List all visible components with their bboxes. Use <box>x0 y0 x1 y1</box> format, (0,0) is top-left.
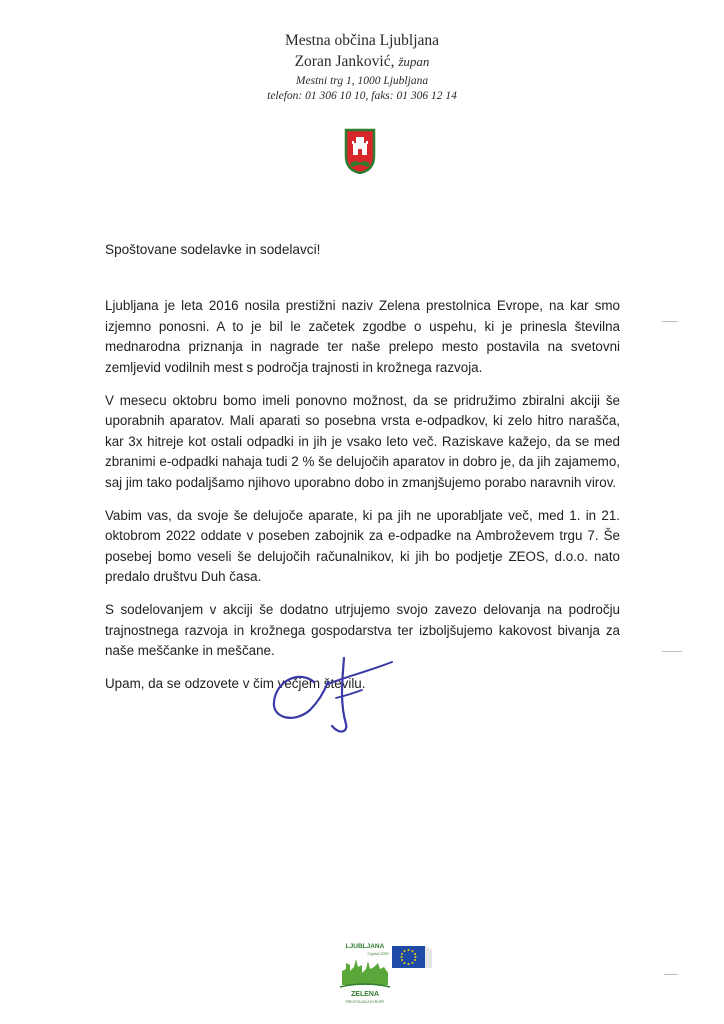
logo-text-zelena: ZELENA <box>351 991 379 998</box>
green-capital-logo <box>338 941 392 1007</box>
ljubljana-coat-of-arms-icon <box>344 128 376 174</box>
paragraph: Vabim vas, da svoje še delujoče aparate, ki pa jih ne uporabljate več, med 1. in 21. oktobrom 2022 oddate v poseben zabojnik za e-odpadke na Ambroževem trgu 7. Še posebej bomo veseli še delujočih računalnikov, ki jih bo podjetje ZEOS, d.o.o. nato predalo društvu Duh časa. <box>105 507 620 584</box>
scan-mark <box>662 321 678 322</box>
paragraph: S sodelovanjem v akciji še dodatno utrjujemo svojo zavezo delovanja na področju trajnostnega razvoja in krožnega gospodarstva ter izboljšujemo kakovost bivanja za naše meščanke in meščane. <box>105 602 620 658</box>
paragraph: Ljubljana je leta 2016 nosila prestižni naziv Zelena prestolnica Evrope, na kar smo izjemno ponosni. A to je bil le začetek zgodbe o uspehu, ki je prinesla številna mednarodna priznanja in nagrade ter naše prelepo mesto postavila na svetovni zemljevid vodilnih mest s področja trajnosti in krožnega razvoja. <box>105 298 620 375</box>
handwritten-signature <box>270 652 400 736</box>
phone-fax: telefon: 01 306 10 10, faks: 01 306 12 14 <box>267 90 457 102</box>
salutation: Spoštovane sodelavke in sodelavci! <box>105 242 321 257</box>
letterhead <box>0 30 724 104</box>
mayor-line <box>0 51 724 72</box>
logo-text-subtitle: PRESTOLNICA EVROPE <box>345 1000 385 1004</box>
organization-name: Mestna občina Ljubljana <box>284 32 440 49</box>
paragraph: Upam, da se odzovete v čim večjem številu. <box>105 676 366 691</box>
scan-mark <box>662 651 682 652</box>
paragraph: V mesecu oktobru bomo imeli ponovno možnost, da se pridružimo zbiralni akciji še uporabnih aparatov. Mali aparati so posebna vrsta e-odpadkov, ki zelo hitro narašča, kar 3x hitreje kot ostali odpadki in jih je vsako leto več. Raziskave kažejo, da se med zbranimi e-odpadki nahaja tudi 2 % še delujočih aparatov in dobro je, da jih zajamemo, saj jim tako podaljšamo njihovo uporabno dobo in zmanjšujemo porabo naravnih virov. <box>105 392 620 490</box>
logo-text-ljubljana: LJUBLJANA <box>345 943 385 950</box>
scan-mark <box>664 974 678 975</box>
eu-flag-icon <box>392 946 432 968</box>
letter-body <box>105 296 620 707</box>
mayor-name: Zoran Janković, <box>294 53 395 70</box>
logo-text-capital: Capital 2016 <box>367 951 389 956</box>
address: Mestni trg 1, 1000 Ljubljana <box>295 75 429 87</box>
mayor-title: župan <box>398 54 430 69</box>
